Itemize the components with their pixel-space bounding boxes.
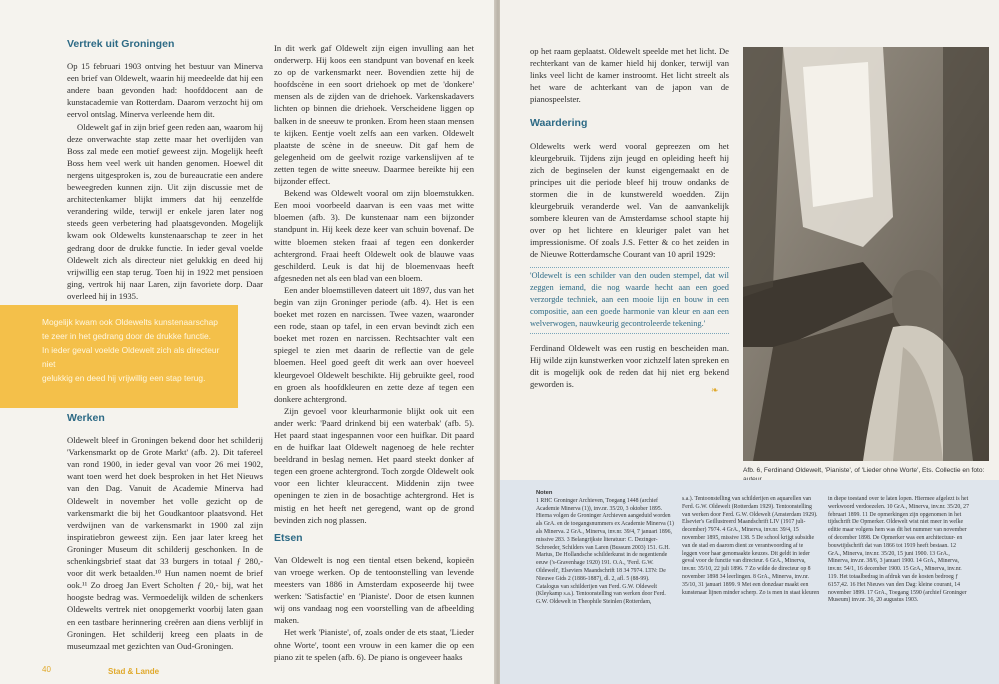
paragraph: Op 15 februari 1903 ontving het bestuur van Minerva een brief van Oldewelt, waarin hij meedeelde dat hij een andere baan gevonden had: hoofddocent aan de kunstacademie van Rotterdam. Daarom verzocht hij om eervol ontslag. Minerva verleende hem dit. (67, 61, 263, 120)
notes-text: 1 RHC Groninger Archieven, Toegang 1448 (archief Academie Minerva (1)), inv.nr. 35/20, 3 oktober 1895. Hierna volgen de Groninger Archieven aangeduid worden als GrA. en de toegangsnummers ex Academie Minerva (1) als Minerva. 2 GrA., Minerva, inv.nr. 39/4, 7 januari 1896, missive 283. 3 Belangrijkste literatuur: C. Dezinger-Schroeder, Schilders van Laren (Bussum 2003) 151. G.H. Marius, De Hollandsche schilderkunst in de negentiende eeuw ('s-Gravenhage 1920) 191. O.A., 'Ferd. G.W. Oldewelt', Elseviers Maandschrift 18 34 7974. LTN: De Nieuwe Gids 2 (1886-1887), dl. 2, afl. 5 (88-99). Catalogus van schilderijen van Ferd. G.W. Oldewelt (Kleykamp s.a.). Tentoonstelling van werken door Ferd. G.W. Oldewelt in Theophile Steinlen (Rotterdam, (536, 497, 674, 606)
left-column-1-bottom (67, 412, 263, 652)
paragraph: Zijn gevoel voor kleurharmonie blijkt ook uit een ander werk: 'Paard drinkend bij een waterbak' (afb. 5). Het paard staat ingespannen voor een huifkar. Dit paard en de huifkar laat Oldewelt nagenoeg de hele rechter beeldrand in beslag nemen. Het paard steekt donker af tegen een groene achtergrond. Toch zorgde Oldewelt ook voor een lichter kleuraccent. Middenin zijn twee openingen te zien in de bosachtige achtergrond. Het is mistig en het heeft net geregend, want op de grond bevinden zich nog plassen. (274, 405, 474, 525)
right-page (500, 0, 999, 684)
paragraph: Oldewelt bleef in Groningen bekend door het schilderij 'Varkensmarkt op de Grote Markt' (afb. 2). Dit tafereel van rond 1900, in ieder geval van voor 26 mei 1902, want toen werd het doek besproken in het Het Nieuws van den Dag. Vanuit de Academie Minerva had Oldewelt in november het volle gezicht op de varkensmarkt die bij het Goudkantoor plaatsvond. Het verdwijnen van de varkensmarkt in 1900 zal zijn inspiratiebron geweest zijn. Een jaar later kreeg het Groninger Museum dit schilderij geschonken. In de schenkingsbrief staat dat 33 burgers in totaal ƒ 280,- voor dit werk betaalden.¹⁰ Hun namen noemt de brief ook.¹¹ Zo droeg Jan Evert Scholten ƒ 20,- bij, wat het hoogste bedrag was. Vermoedelijk wilden de schenkers Oldewelts vertrek niet onopgemerkt voorbij laten gaan en een tastbare herinnering creëren aan diens verblijf in Groningen. Het schilderij kreeg een plaats in de museumzaal met gezichten van Oud-Groningen. (67, 435, 263, 651)
notes-heading: Noten (536, 490, 553, 496)
paragraph: Een ander bloemstilleven dateert uit 1897, dus van het begin van zijn Groninger periode (afb. 4). Het is een boeket met rozen en narcissen. Twee vazen, waaronder een rode, staan op tafel, in een ervan bevindt zich een boeket met rozen en narcissen. Rechtsachter valt een spiegel te zien met daarin de reflectie van de gele bloemen. Heel goed geeft dit werk aan over hoeveel kleurgevoel Oldewelt beschikte. Hij gebruikte geel, rood en groen als hoofdkleuren en zette deze af tegen een donkere achtergrond. (274, 284, 474, 404)
paragraph: op het raam geplaatst. Oldewelt speelde met het licht. De rechterkant van de kamer hield hij donker, terwijl van links veel licht de kamer instroomt. Het licht streelt als het ware de achterkant van de japon van de pianospeelster. (530, 46, 729, 105)
page-number: 40 (42, 665, 51, 674)
footnotes-box (500, 480, 999, 684)
pull-quote-line: te zeer in het gedrang door de drukke functie. (42, 331, 212, 341)
paragraph: Bekend was Oldewelt vooral om zijn bloemstukken. Een mooi voorbeeld daarvan is een vaas met witte bloemen (afb. 3). De kunstenaar nam een bijzonder standpunt in. Hij keek deze keer van schuin bovenaf. De witte bloemen steken fraai af tegen een donkerder achtergrond. Fraai heeft Oldewelt ook de blauwe vaas geschilderd. Leuk is dat hij de bloemenvaas heeft afgesneden net als een blad van een bloem. (274, 188, 474, 283)
ornament-icon: ❧ (711, 385, 719, 395)
brand-logo: Stad & Lande (108, 667, 160, 676)
heading-waardering: Waardering (530, 117, 588, 130)
heading-vertrek: Vertrek uit Groningen (67, 38, 175, 50)
left-column-2 (274, 42, 474, 663)
right-column (530, 45, 729, 390)
heading-etsen: Etsen (274, 531, 303, 544)
paragraph: Van Oldewelt is nog een tiental etsen bekend, kopieën van vroege werken. Op de tentoonstelling van levende meesters van 1886 in Amsterdam exposeerde hij twee werken: 'Satisfactie' en 'Pianiste'. Door de etsen kunnen wij ons vandaag nog een voorstelling van de afbeelding maken. (274, 554, 474, 626)
etching-pianiste-image (743, 47, 989, 461)
left-column-1-top (67, 38, 263, 302)
left-page (0, 0, 496, 684)
block-quote: 'Oldewelt is een schilder van den ouden stempel, dat wil zeggen iemand, die nog waarde hecht aan een goed verzorgde techniek, aan een mooie lijn en bouw in een compositie, aan een goede harmonie van kleur en aan een welverwogen, nauwkeurig gecontroleerde tekening.' (530, 267, 729, 334)
notes-column-1 (536, 490, 674, 607)
paragraph: Oldewelts werk werd vooral gepreezen om het kleurgebruik. Tijdens zijn jeugd en opleiding heeft hij zich de beginselen der kunst eigengemaakt en de principes uit die periode bleef hij trouw ondanks de stormen die in de kunstwereld woedden. Zijn kleurgebruik veranderde wel. Van de aanvankelijk sombere kleuren van de Amsterdamse school stapte hij over op het lichtere en kleuriger palet van het impressionisme. Of zoals J.S. Fetter & co het zeiden in de Nieuwe Rotterdamsche Courant van 10 april 1929: (530, 140, 729, 260)
image-caption: Afb. 6, Ferdinand Oldewelt, 'Pianiste', of 'Lieder ohne Worte', Ets. Collectie en foto: (743, 467, 985, 474)
heading-werken: Werken (67, 412, 105, 424)
pull-quote-line: Mogelijk kwam ook Oldewelts kunstenaarschap (42, 317, 218, 327)
paragraph: Het werk 'Pianiste', of, zoals onder de ets staat, 'Lieder ohne Worte', toont een vrouw in een kamer die op een piano zit te spelen (afb. 6). De piano is ongeveer haaks (274, 627, 474, 662)
pull-quote-box (0, 305, 238, 408)
pull-quote-line: gelukkig en deed hij vrijwillig een stap terug. (42, 373, 206, 383)
paragraph: Ferdinand Oldewelt was een rustig en bescheiden man. Hij wilde zijn kunstwerken voor zichzelf laten spreken en dit is mogelijk ook de reden dat hij niet erg bekend geworden is. (530, 342, 729, 389)
paragraph: Oldewelt gaf in zijn brief geen reden aan, waarom hij deze onverwachte stap zette maar het overlijden van Boss zal mede een motief geweest zijn. Mogelijk heeft Boss hem veel werk uit handen genomen. Hoewel dit nergens uitgesproken is, zou de bureaucratie een andere beweegreden kunnen zijn. Uit zijn discussie met de architectenkamer blijkt immers dat hij eenzelfde verandering wilde, terwijl er enkele jaren later nog steeds geen verbetering had plaatsgevonden. Mogelijk kwam ook Oldewelts kunstenaarschap te zeer in het gedrang door de drukke functie. In ieder geval voelde Oldewelt zich als directeur niet gelukkig en deed hij vrijwillig een stap terug. Toen hij in 1922 met pensioen ging, vertrok hij naar Laren, zijn favoriete dorp. Daar overleed hij in 1935. (67, 121, 263, 301)
pull-quote-line: In ieder geval voelde Oldewelt zich als directeur niet (42, 345, 220, 369)
notes-column-2: s.a.). Tentoonstelling van schilderijen en aquarellen van Ferd. G.W. Oldewelt (Rotterdam 1929). Tentoonstelling van werken door Ferd. G.W. Oldewelt (Amsterdam 1929). Elsevier's Geillustreerd Maandschrift LIV (1917 juli-december) 7974. 4 GrA., Minerva, inv.nr. 39/4, 15 november 1895, missive 138. 5 De school krijgt subsidie van de stad en daarom dient ze verantwoording af te leggen voor haar genomaakte keuzes. Dit geldt in ieder geval voor de functie van directeur. 6 GrA., Minerva, inv.nr. 35/10, 22 juli 1896. 7 Zo wilde de directeur op 8 november 1898 34 leerlingen. 8 GrA., Minerva, inv.nr. 35/10, 31 januari 1899. 9 Met een donzdaar maakt een kunstenaar lijnen minder scherp. Zo is men in staat kleuren (682, 496, 820, 596)
paragraph: In dit werk gaf Oldewelt zijn eigen invulling aan het onderwerp. Hij koos een standpunt van bovenaf en keek zo op de varkensmarkt neer. Bovendien zette hij de hoofdscène in een soort driehoek op met de 'donkere' mensen als de zijden van de driehoek. Varkenskadavers lichten op binnen die driehoek. Verscheidene liggen op balken in de sneeuw te pronken. Erom heen staan mensen te kijken. Eentje voelt zelfs aan een varken. Oldewelt plaatste de scène in de sneeuw. Dit gaf hem de gelegenheid om de geelwit rozige varkenslijven af te zetten tegen de witte sneeuw. Daarmee bereikte hij een bijzonder effect. (274, 43, 474, 187)
notes-column-3: in diepe toestand over te laten lopen. Hiermee afgelezt is het werkwoord verdoezelen. 10 GrA., Minerva, inv.nr. 35/20, 27 februari 1899. 11 De opmerkingen zijn opgenomen in het tijdschrift De Opmerker. Oldewelt wist niet meer in welke editie maar volgens hem was dit het nummer van november of december 1898. De Opmerker was een architectuur- en bouwtijdschrift dat van 1866 tot 1919 heeft bestaan. 12 GrA., Minerva, inv.nr. 35/20, 15 juni 1900. 13 GrA., Minerva, inv.nr. 38/6, 3 januari 1900. 14 GrA., Minerva, inv.nr. 54/1, 16 december 1900. 15 GrA., Minerva, inv.nr. 119. Het totaalbedrag in afdruk van de kosten bedroeg ƒ 6157,42. 16 Het Nieuws van den Dag: kleine courant, 14 november 1899. 17 GrA., Toegang 1590 (archief Groninger Museum) inv.nr. 36, 20 augustus 1903. (828, 496, 969, 604)
